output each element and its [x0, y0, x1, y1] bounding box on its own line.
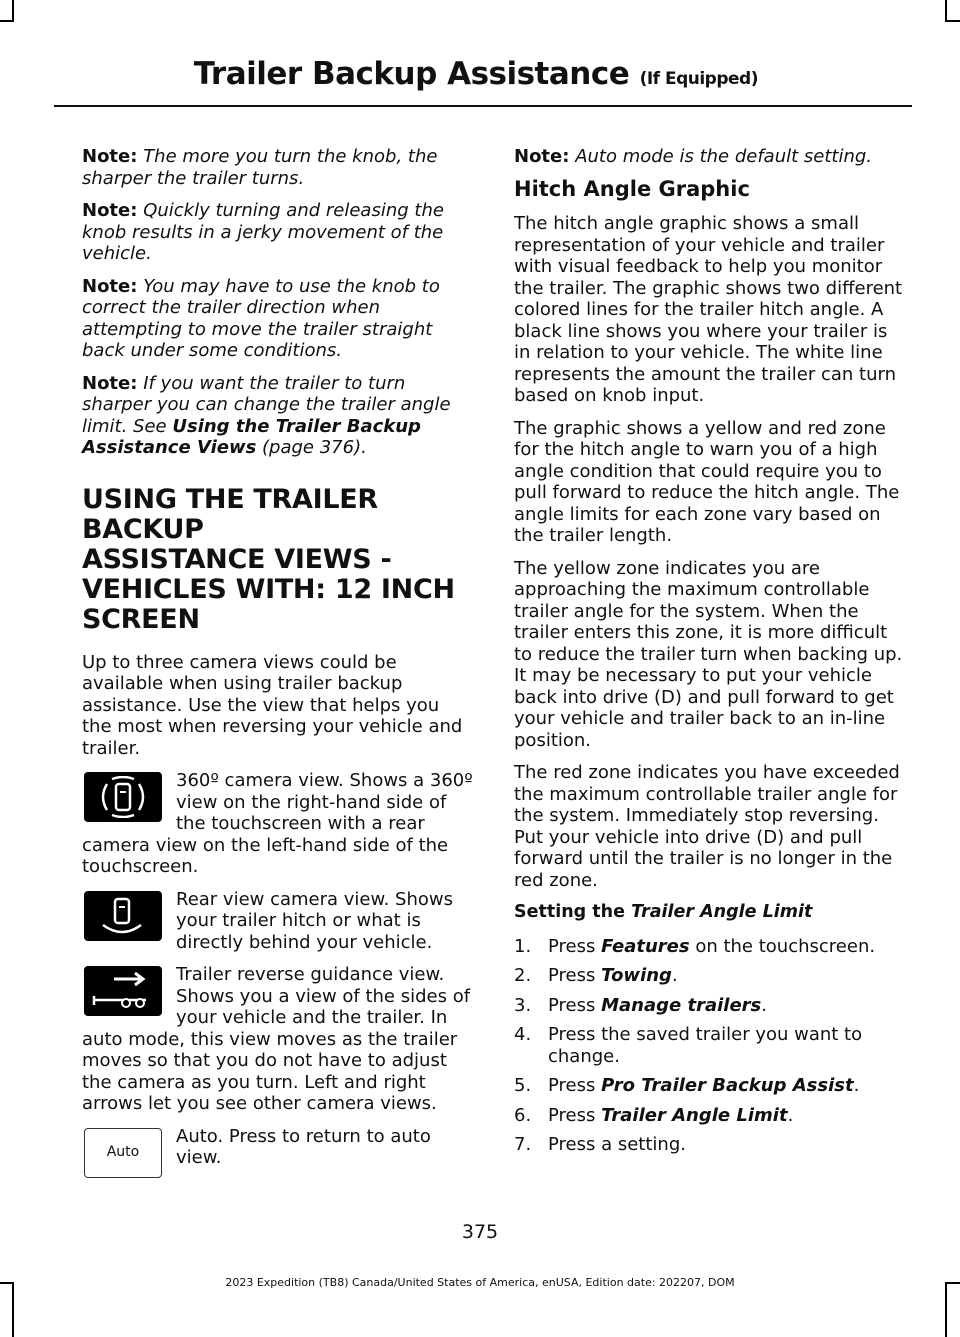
page-footer: 2023 Expedition (TB8) Canada/United States of America, enUSA, Edition date: 202207, DOM: [225, 1276, 735, 1289]
view-item: [82, 889, 474, 954]
title-suffix: (If Equipped): [639, 69, 758, 89]
procedure-heading: Setting the Trailer Angle Limit: [514, 902, 813, 922]
note-paragraph: Note: If you want the trailer to turn sharper you can change the trailer angle limit. See Using the Trailer Backup Assistance Views (page 376).: [82, 372, 451, 458]
crop-mark: [945, 20, 960, 22]
view-description: Trailer reverse guidance view. Shows you a view of the sides of your vehicle and the trailer. In auto mode, this view moves as the trailer moves so that you do not have to adjust the camera as you turn. Left and right arrows let you see other camera views.: [82, 964, 471, 1114]
subsection-heading: Hitch Angle Graphic: [514, 176, 750, 201]
body-paragraph: The hitch angle graphic shows a small representation of your vehicle and trailer with visual feedback to help you monitor the trailer. The graphic shows two different colored lines for the trailer hitch angle. A black line shows you where your trailer is in relation to your vehicle. The white line represents the amount the trailer can turn based on knob input.: [514, 213, 903, 406]
note-paragraph: Note: You may have to use the knob to correct the trailer direction when attempting to move the trailer straight back under some conditions.: [82, 275, 440, 361]
note-paragraph: Note: The more you turn the knob, the sharper the trailer turns.: [82, 146, 438, 189]
step-item: 3. Press Manage trailers.: [514, 994, 767, 1016]
trailer-reverse-guidance-icon: [84, 966, 162, 1016]
page-title: [194, 56, 758, 92]
view-description: 360º camera view. Shows a 360º view on the right-hand side of the touchscreen with a rear camera view on the left-hand side of the touchscreen.: [82, 770, 473, 877]
view-item: [82, 1126, 474, 1188]
intro-paragraph: Up to three camera views could be available when using trailer backup assistance. Use the view that helps you the most when reversing your vehicle and trailer.: [82, 651, 463, 759]
step-item: 2. Press Towing.: [514, 965, 678, 986]
note-paragraph: Note: Auto mode is the default setting.: [514, 146, 873, 167]
cross-reference-link[interactable]: Using the Trailer Backup Assistance Views: [82, 415, 421, 458]
page-number: 375: [461, 1221, 499, 1243]
steps-list: [514, 936, 908, 1156]
step-item: 1. Press Features on the touchscreen.: [514, 935, 876, 957]
body-paragraph: The red zone indicates you have exceeded the maximum controllable trailer angle for the system. Immediately stop reversing. Put your vehicle into drive (D) and pull forward until the trailer is no longer in the red zone.: [514, 762, 900, 891]
view-item: [82, 770, 474, 878]
step-item: 7. Press a setting.: [514, 1134, 686, 1155]
header-rule: [54, 105, 912, 107]
view-item: [82, 964, 474, 1115]
right-column: [514, 146, 908, 1164]
step-item: 4. Press the saved trailer you want to change.: [514, 1024, 863, 1067]
view-description: Auto. Press to return to auto view.: [176, 1125, 431, 1168]
section-heading: USING THE TRAILER BACKUP ASSISTANCE VIEWS - VEHICLES WITH: 12 INCH SCREEN: [82, 483, 455, 635]
step-item: 5. Press Pro Trailer Backup Assist.: [514, 1075, 860, 1096]
crop-mark: [945, 1282, 947, 1337]
auto-icon: Auto: [84, 1128, 162, 1178]
left-column: [82, 146, 474, 1199]
crop-mark: [12, 0, 14, 22]
view-description: Rear view camera view. Shows your trailer hitch or what is directly behind your vehicle.: [176, 888, 453, 953]
note-paragraph: Note: Quickly turning and releasing the knob results in a jerky movement of the vehicle.: [82, 200, 444, 264]
step-item: 6. Press Trailer Angle Limit.: [514, 1104, 794, 1126]
crop-mark: [945, 0, 947, 22]
body-paragraph: The graphic shows a yellow and red zone for the hitch angle to warn you of a high angle condition that could require you to pull forward to reduce the hitch angle. The angle limits for each zone vary based on the trailer length.: [514, 417, 900, 546]
body-paragraph: The yellow zone indicates you are approaching the maximum controllable trailer angle for the system. When the trailer enters this zone, it is more difficult to reduce the trailer turn when backing up. It may be necessary to put your vehicle back into drive (D) and pull forward to get your vehicle and trailer back to an in-line position.: [514, 557, 903, 751]
rear-camera-icon: [84, 891, 162, 941]
camera-360-icon: [84, 772, 162, 822]
crop-mark: [12, 1282, 14, 1337]
title-text: Trailer Backup Assistance: [193, 56, 630, 92]
crop-mark: [0, 20, 14, 22]
